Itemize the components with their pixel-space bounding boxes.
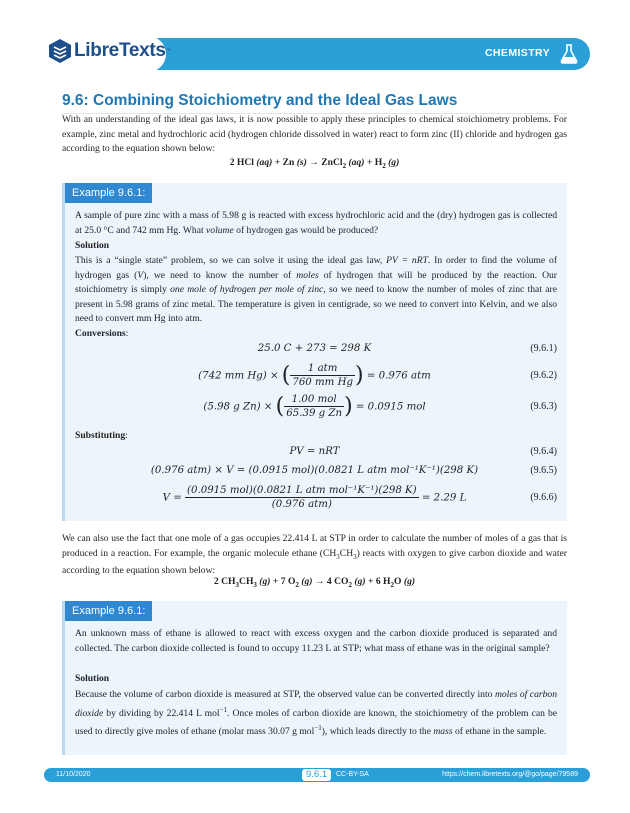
example-problem: A sample of pure zinc with a mass of 5.98 g is reacted with excess hydrochloric acid and the (dry) hydrogen gas is collected at 25.0 °C and 742 mm Hg. What volume of hydrogen gas would be produced? [75, 210, 557, 236]
libretexts-logo-icon [48, 38, 72, 64]
solution-heading: Solution [75, 673, 110, 684]
reaction-equation-zinc: 2 HCl (aq) + Zn (s) → ZnCl$_2$ $(aq) + H_2$ (g) [229, 157, 400, 170]
example-label: Example 9.6.1: [65, 183, 152, 203]
example-label: Example 9.6.1: [65, 601, 152, 621]
footer-license[interactable]: CC-BY-SA [336, 771, 369, 778]
example-problem: An unknown mass of ethane is allowed to react with excess oxygen and the carbon dioxide produced is separated and collected. The carbon dioxide collected is found to occupy 11.23 L at STP; what mass of ethane was in the original sample? [75, 628, 557, 654]
reaction-equation-ethane: 2 $CH_3CH_3$ (g) + 7 $O_2$ (g) → 4 $CO_2$ (g) + 6 $H_2O$ (g) [213, 576, 416, 589]
logo-container[interactable] [44, 36, 171, 72]
page-title: 9.6: Combining Stoichiometry and the Ideal Gas Laws [62, 92, 567, 114]
example-box-2 [62, 601, 567, 755]
footer-url-link[interactable]: https://chem.libretexts.org/@go/page/79589 [442, 771, 578, 778]
conversions-heading: Conversions: [75, 328, 129, 339]
subject-label[interactable]: CHEMISTRY [484, 47, 550, 59]
page-footer [44, 768, 590, 782]
solution-paragraph: This is a “single state” problem, so we can solve it using the ideal gas law, PV = nRT. In order to find the volume of hydrogen gas (V), we need to know the number of moles of hydrogen that will be produced by the reaction. Our stoichiometry is simply one mole of hydrogen per mole of zinc, so we need to know the number of moles of zinc that are present in 5.98 grams of zinc metal. The temperature is given in centigrade, so we need to convert into Kelvin, and we also need to convert mm Hg into atm. [75, 255, 558, 325]
intro-paragraph: With an understanding of the ideal gas laws, it is now possible to apply these principles to chemical stoichiometry problems. For example, zinc metal and hydrochloric acid (hydrogen chloride dissolved in water) react to form zinc (II) chloride and hydrogen gas according to the equation shown below: [62, 114, 567, 155]
substituting-heading: Substituting: [75, 430, 128, 441]
solution-paragraph: Because the volume of carbon dioxide is measured at STP, the observed value can be converted directly into moles of carbon dioxide by dividing by 22.414 L mol$^{-1}$. Once moles of carbon dioxide are known, the stoichiometry of the problem can be used to directly give moles of ethane (molar mass 30.07 g mol$^{-1}$), which leads directly to the mass of ethane in the sample. [75, 689, 557, 738]
libretexts-logo[interactable] [48, 38, 171, 64]
flask-icon [560, 44, 578, 64]
solution-heading: Solution [75, 240, 110, 251]
logo-wordmark: LibreTexts [74, 40, 166, 61]
footer-date: 11/10/2020 [56, 771, 91, 778]
ethane-paragraph: We can also use the fact that one mole of a gas occupies 22.414 L at STP in order to calculate the number of moles of a gas that is produced in a reaction. For example, the organic molecule ethane $(CH_3CH_3)$ reacts with oxygen to give carbon dioxide and water according to the equation shown below: [62, 533, 567, 577]
footer-page-number: 9.6.1 [302, 769, 331, 781]
header-banner [44, 38, 590, 70]
logo-trademark: ™ [165, 48, 171, 54]
